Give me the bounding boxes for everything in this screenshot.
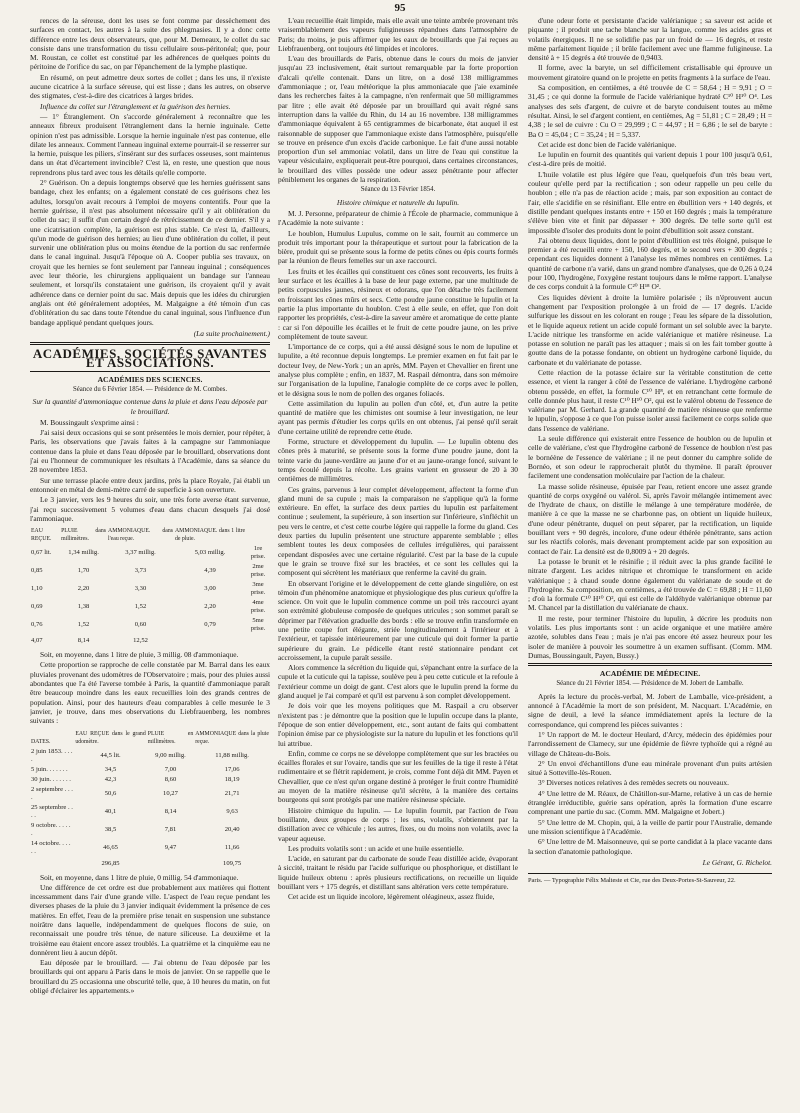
paragraph: Soit, en moyenne, dans 1 litre de pluie, 0 millig. 54 d'ammoniaque. [40, 872, 239, 882]
paragraph: 2° Guérison. On a depuis longtemps observé que les hernies guérissent sans bandage, chez les enfants; on a également constaté de ces guérisons chez les adultes, lorsqu'on avait recours à l'emploi de moyens contentifs. Pour que la hernie guérisse, il n'est pas absolument nécessaire qu'il y ait oblitération du collet du sac; il suffit d'un certain degré de rétrécissement de ce dernier. S'il y a une cicatrisation complète, la guérison est plus stable. Ce n'est là, d'ailleurs, qu'un mode de guérison des hernies; au lieu d'une oblitération du collet, il peut survenir une oblitération plus ou moins étendue de la portion du sac renfermée dans le canal inguinal. Jusqu'à l'époque où A. Cooper publia ses travaux, on croyait que les hernies se font seulement par l'anneau inguinal ; conséquences avec leur théorie, les chirurgiens appliquaient un bandage sur l'anneau seulement, et lorsqu'ils constataient une guérison, ils croyaient qu'il y avait adhérence dans ce dernier point du sac. Mais depuis que les idées du chirurgien anglais ont été généralement adoptées, M. Malgaigne a été témoin d'un cas d'oblitération du sac dans toute l'étendue du canal inguinal, sous l'influence d'un bandage appliqué pendant quelques jours. [30, 178, 270, 327]
paragraph: L'importance de ce corps, qui a été aussi désigné sous le nom de lupuline et lupulite, a été reconnue depuis longtemps. Le premier examen en fut fait par le docteur Ivey, de New-York ; un an après, MM. Payen et Chevallier en firent une analyse plus complète ; enfin, en 1837, M. Raspail démontra, dans son mémoire sur l'organisation de la lupuline, l'analogie complète de ce corps avec le pollen, et le désigna sous le nom de pollen des organes foliacés. [278, 342, 518, 398]
table-row [30, 747, 270, 765]
table-row [30, 616, 270, 634]
table-cell: 7,81 [164, 825, 177, 833]
table-row [30, 775, 270, 785]
medicine-meta: Séance du 21 Février 1854. — Présidence de M. Jobert de Lamballe. [556, 680, 744, 688]
table-cell: 9,00 millig. [155, 751, 186, 759]
paragraph: M. Boussingault s'exprime ainsi : [40, 417, 139, 427]
section-title: ACADÉMIES, SOCIÉTÉS SAVANTES ET ASSOCIATIONS. [32, 346, 268, 371]
page-number: 95 [394, 2, 406, 14]
paragraph: Cette proportion se rapproche de celle constatée par M. Barral dans les eaux pluviales provenant des udomètres de l'Observatoire ; mais, pour des pluies aussi abondantes que l'a été l'averse tombée à Paris, la quantité d'ammoniaque paraît être beaucoup moindre dans les eaux recueillies loin des grands centres de population. Ainsi, pour des hauteurs d'eau comparables à celle mesurée le 3 janvier, je trouve, dans mes observations du Liebfrauenberg, les nombres suivants : [30, 660, 270, 726]
table-cell: 8,14 [164, 807, 177, 815]
influence-section [30, 112, 270, 327]
middle-section [30, 650, 270, 725]
table-cell: 1,34 millig. [68, 549, 99, 557]
paragraph: Le lupulin en fournit des quantités qui varient depuis 1 pour 100 jusqu'à 0,61, c'est-à-dire près de moitié. [528, 150, 772, 169]
table-row [30, 839, 270, 857]
table-cell: 0,60 [134, 621, 147, 629]
academy-title: ACADÉMIES DES SCIENCES. [97, 374, 203, 384]
table-cell: 3me prise. [250, 581, 266, 597]
table-cell: 1,52 [134, 603, 147, 611]
lupulin-headline: Histoire chimique et naturelle du lupulin. [336, 197, 460, 207]
paragraph: 1° Un rapport de M. le docteur Heulard, d'Arcy, médecin des épidémies pour l'arrondissement de Clamecy, sur une épidémie de fièvre typhoïde qui a régné au village de Château-du-Bois. [528, 729, 772, 758]
paragraph: Ces liquides dévient à droite la lumière polarisée ; ils n'éprouvent aucun changement par l'exposition prolongée à un froid de — 17 degrés. L'acide sulfurique les dissout en les colorant en rouge ; l'eau les sépare de la dissolution, et le liquide aqueux retient un acide copulé formant un sel soluble avec la baryte. L'acide nitrique les transforme en acide valérianique et matière résineuse. La potasse en solution ne paraît pas les attaquer ; mais si on les fait tomber goutte à goutte dans de la potasse fondante, on obtient un hydrogène carboné liquide, du carbonate et du valérianate de potasse. [528, 292, 772, 367]
table-header: PLUIE dans millimètres. [61, 528, 107, 543]
table-cell: 0,67 lit. [31, 549, 52, 557]
table-header: EAU REÇUE dans le grand udomètre. [75, 730, 146, 745]
paragraph: Sa composition, en centièmes, a été trouvée de C = 58,64 ; H = 9,91 ; O = 31,45 ; ce qui donne la formule de l'acide valérianique hydraté C¹⁰ H¹⁰ O⁴. Les analyses des sels d'argent, de cuivre et de baryte conduisent toutes au même résultat. Ainsi, le sel d'argent contient, en centièmes, Ag = 51,81 ; C = 28,49 ; H = 4,38 ; le sel de cuivre : Cu O = 29,999 ; C = 44,97 ; H = 6,86 ; le sel de baryte : Ba O = 45,04 ; C = 35,24 ; H = 5,337. [528, 83, 772, 139]
table-total-cell: 8,14 [77, 637, 90, 645]
table-cell: 46,65 [103, 843, 118, 851]
influence-heading: Influence du collet sur l'étranglement et la guérison des hernies. [40, 101, 231, 111]
table-cell: 3,37 millig. [125, 549, 156, 557]
table-cell: 10,27 [163, 789, 178, 797]
paragraph: Cet acide est donc bien de l'acide valérianique. [538, 139, 677, 149]
paragraph: L'huile volatile est plus légère que l'eau, quelquefois d'un très beau vert, couleur qu'elle perd par la rectification ; son odeur rappelle un peu celle du houblon ; elle n'a pas de réaction acide ; mais, par son exposition au contact de l'air, elle s'acidifie en se résinifiant. Elle entre en ébullition vers + 140 degrés, et distille pendant quelques instants entre + 150 et 160 degrés ; mais la température s'élève bien vite et finit par dépasser + 300 degrés. De telle sorte qu'il est impossible d'isoler des produits dont le point d'ébullition soit assez constant. [528, 169, 772, 235]
table-row [30, 785, 270, 803]
table-header: AMMONIAQUE. dans 1 litre de pluie. [175, 528, 246, 543]
table-cell: 2me prise. [250, 563, 266, 579]
column-1 [30, 16, 270, 1106]
table-total-cell [246, 634, 270, 646]
table-cell: 25 septembre . . . . [31, 803, 73, 819]
paragraph: En résumé, on peut admettre deux sortes de collet ; dans les uns, il n'existe aucune cicatrice à la surface séreuse, qui est lisse ; dans les autres, on observe des stigmates, c'est-à-dire des cicatrices à larges brides. [30, 72, 270, 101]
table-cell: 0,85 [31, 567, 43, 575]
table-total-cell: 4,07 [31, 637, 43, 645]
table-cell: 9,63 [226, 807, 238, 815]
paragraph: 6° Une lettre de M. Maisonneuve, qui se porte candidat à la place vacante dans la section d'anatomie pathologique. [528, 837, 772, 856]
table-cell: 0,76 [31, 621, 43, 629]
liebfrauenberg-table [30, 729, 270, 869]
table-row [30, 821, 270, 839]
valerianic-section [528, 16, 772, 660]
table-row [30, 562, 270, 580]
table-row [30, 580, 270, 598]
table-total-cell: 109,75 [223, 859, 242, 867]
paragraph: Histoire chimique du lupulin. — Le lupulin fournit, par l'action de l'eau bouillante, deux groupes de corps ; les uns, volatils, s'obtiennent par la distillation avec ce véhicule ; les autres, fixes, ou du moins non volatils, avec la vapeur aqueuse. [278, 805, 518, 843]
table-header: AMMONIAQUE dans la pluie reçue. [195, 730, 269, 745]
table-row [30, 765, 270, 775]
paragraph: Forme, structure et développement du lupulin. — Le lupulin obtenu des cônes près à maturité, se présente sous la forme d'une poudre jaune, dont la teinte varie du jaune-verdâtre au jaune d'or et au jaune-orange foncé, suivant le temps écoulé depuis la récolte. Les grains varient en grosseur de 20 à 30 centièmes de millimètres. [278, 437, 518, 484]
table-cell: 42,3 [104, 775, 117, 783]
academy-meta: Séance du 6 Février 1854. — Présidence de M. Combes. [72, 385, 228, 393]
paragraph: Une différence de cet ordre est due probablement aux matières qui flottent incessamment dans l'air d'une grande ville. L'aspect de l'eau reçue pendant les diverses phases de la pluie du 3 janvier indiquait évidemment la présence de ces matières. En effet, l'eau de la première prise tenait en suspension une substance noirâtre dans laquelle, indépendamment de quelques flocons de suie, on reconnaissait une poudre très ténue, de nature siliceuse. La deuxième et la troisième eau étaient encore assez troublés. La quatrième et la cinquième eau ne donnèrent lieu à aucun dépôt. [30, 882, 270, 957]
paragraph: La potasse le brunit et le résinifie ; il réduit avec la plus grande facilité le nitrate d'argent. Les acides nitrique et chromique le transforment en acide valérianique ; à chaud soude donne également du valérianate de soude et de l'hydrogène. Sa composition, en centièmes, a été trouvée de C = 69,88 ; H = 11,60 ; d'où la formule C¹⁰ H¹⁰ O², qui est celle de l'aldéhyde valérianique obtenue par M. Chancel par la distillation du valérianate de chaux. [528, 556, 772, 613]
paragraph: L'eau des brouillards de Paris, obtenue dans le cours du mois de janvier jusqu'au 23 inclusivement, était surtout remarquable par la forte proportion d'alcali qu'elle contenait. Dans un litre, on a dosé 138 milligrammes d'ammoniaque ; or, l'eau météorique la plus ammoniacale que j'aie examinée dans les recherches faites à la campagne, n'en renfermait que 50 milligrammes par litre ; elle avait été déposée par un brouillard qui avait régné sans interruption dans la vallée du Rhin, du 14 au 16 novembre. 138 milligrammes d'ammoniaque équivalent à 65 centigrammes de bicarbonate, état auquel il est raisonnable de supposer que l'ammoniaque existe dans l'atmosphère, puisqu'elle se trouve en présence d'un excès d'acide carbonique. Le fait d'une aussi notable proportion d'un sel ammoniac volatil, dans un litre de l'eau qui constitue la vapeur vésiculaire, expliquerait peut-être pourquoi, dans certaines circonstances, le brouillard des villes possède une odeur assez pénétrante pour affecter péniblement les organes de la respiration. [278, 54, 518, 185]
paragraph: 4° Une lettre de M. Réaux, de Châtillon-sur-Marne, relative à un cas de hernie étranglée irréductible, guérie sans opération, après la formation d'une escarre comprenant une partie du sac. (Comm. MM. Malgaigne et Jobert.) [528, 788, 772, 817]
table-cell: 1,10 [31, 585, 43, 593]
paragraph: 5° Une lettre de M. Chopin, qui, à la veille de partir pour l'Australie, demande une mission scientifique à l'Académie. [528, 817, 772, 836]
paragraph: Le 3 janvier, vers les 9 heures du soir, une très forte averse étant survenue, j'ai reçu successivement 5 volumes d'eau dans chacun desquels j'ai dosé l'ammoniaque. [30, 495, 270, 523]
table-cell: 5,03 millig. [194, 549, 226, 557]
table-cell: 0,69 [31, 603, 43, 611]
table-cell: 50,6 [104, 789, 117, 797]
table-cell: 21,71 [224, 789, 240, 797]
section-divider-thin [30, 371, 270, 372]
table-cell: 5me prise. [250, 617, 266, 633]
table-cell: 3,73 [134, 567, 147, 575]
paragraph: Il me reste, pour terminer l'histoire du lupulin, à décrire les produits non volatils. Les plus importants sont : un acide organique et une matière amère azotée, solubles dans l'eau ; mais je n'ai pas encore été assez heureux pour les isoler de manière à pouvoir les soumettre à un examen suffisant. (Comm. MM. Dumas, Boussingault, Payen, Bussy.) [528, 613, 772, 660]
paragraph: Les fruits et les écailles qui constituent ces cônes sont recouverts, les fruits à leur surface et les écailles à la base de leur page externe, par une multitude de petits corpuscules jaunes, résineux et odorans, que l'on détache très facilement en froissant les cônes mûrs et secs. Cette poudre jaune constitue le lupulin et la partie la plus importante du houblon. C'est à elle seule, en effet, que l'on doit rapporter les propriétés, c'est-à-dire la saveur amère et aromatique de cette plante : car si l'on dépouille les écailles et le fruit de cette poudre jaune, on les prive complètement de toute saveur. [278, 266, 518, 341]
table-cell: 5 juin. . . . . . . [31, 765, 68, 773]
column-2 [278, 16, 518, 1106]
table-cell: 18,19 [224, 775, 240, 783]
table-cell: 9 octobre. . . . . . [31, 821, 71, 837]
table-row [30, 803, 270, 821]
table-cell: 1,70 [77, 567, 90, 575]
table-cell: 2 juin 1853. . . . . [31, 747, 73, 763]
paragraph: L'acide, en saturant par du carbonate de soude l'eau distillée acide, évaporant à siccité, traitant le résidu par l'acide sulfurique ou phosphorique, et distillant le liquide huileux obtenu : après plusieurs rectifications, on recueille un liquide bouillant vers + 175 degrés, et distillant sans altération vers cette température. [278, 854, 518, 892]
paragraph: Cet acide est un liquide incolore, légèrement oléagineux, assez fluide, [288, 892, 495, 902]
paragraph: d'une odeur forte et persistante d'acide valérianique ; sa saveur est acide et piquante ; il produit une tache blanche sur la langue, comme les acides gras et volatils énergiques. Il ne se solidifie pas par un froid de — 16 degrés, et reste même parfaitement liquide ; il brûle facilement avec une flamme fuligineuse. La densité à + 15 degrés a été trouvée de 0,9403. [528, 16, 772, 63]
paragraph: Eau déposée par le brouillard. — J'ai obtenu de l'eau déposée par les brouillards qui ont apparu à Paris dans le mois de janvier. On se rappelle que le brouillard du 25 occasionna une obscurité telle, que, à 10 heures du matin, on fut obligé d'éclairer les appartements.» [30, 958, 270, 996]
paragraph: Cette réaction de la potasse éclaire sur la véritable constitution de cette essence, et vient la ranger à côté de l'essence de valériane. L'hydrogène carboné obtenu possède, en effet, la formule C¹⁰ H⁸, et en retranchant cette formule de celle donnée plus haut, il reste C¹⁰ H¹⁰ O², qui est le valérol obtenu de l'essence de valériane par M. Gerhard. La grande quantité de matière résineuse que renferme le lupulin, s'oppose à ce que l'on puisse isoler aussi facilement ce corps solide que dans l'essence de valériane. [528, 367, 772, 433]
end-section [30, 873, 270, 996]
table-total-cell: 12,52 [133, 637, 148, 645]
table-cell: 2,20 [204, 603, 216, 611]
gerant-signature: Le Gérant, G. Richelot. [702, 857, 772, 867]
column-3 [528, 16, 772, 1106]
table-cell: 44,5 lit. [100, 751, 121, 759]
paragraph: J'ai obtenu deux liquides, dont le point d'ébullition est très éloigné, puisque le premier a été recueilli entre + 150, 160 degrés, et le second vers + 300 degrés ; cependant ces liquides donnent à l'analyse les mêmes nombres en centièmes. La quantité de carbone n'a varié, dans un grand nombre d'analyses, que de 0,26 à 0,24 pour 100, l'hydrogène, l'oxygène restant toujours dans le même rapport. L'analyse de ces corps conduit à la formule C²⁰ H¹⁸ O². [528, 235, 772, 292]
table-cell: 34,5 [104, 765, 117, 773]
table-header: PLUIE en millimètres. [147, 730, 194, 745]
paragraph: 3° Diverses notices relatives à des remèdes secrets ou nouveaux. [538, 778, 729, 788]
table-header: EAU REÇUE. [31, 528, 52, 543]
paragraph: — 1° Étranglement. On s'accorde généralement à reconnaître que les anneaux fibreux produisent l'étranglement dans la hernie inguinale. Cette opinion n'est pas admissible. Lorsque la hernie inguinale n'est pas contenue, elle dilate les anneaux. Comment l'anneau inguinal externe pourrait-il se resserrer sur la hernie, puisque les piliers, s'insérant sur des surfaces osseuses, sont maintenus dans un état d'écartement invincible? C'est là, en reste, une question que nous reprendrons plus tard avec tous les détails qu'elle comporte. [30, 111, 270, 177]
ammonia-headline: Sur la quantité d'ammoniaque contenue dans la pluie et dans l'eau déposée par le brouillard. [32, 397, 268, 416]
table-cell: 3,30 [134, 585, 147, 593]
table-cell: 4me prise. [250, 599, 266, 615]
table-cell: 38,5 [104, 825, 117, 833]
section-divider [30, 342, 270, 345]
table-header [246, 526, 270, 544]
section-divider [528, 663, 772, 666]
table-row [30, 544, 270, 562]
paragraph: Alors commence la sécrétion du liquide qui, s'épanchant entre la surface de la cupule et la cuticule qui la tapisse, soulève peu à peu cette cuticule et la refoule à l'extérieur comme un doigt de gant. C'est alors que le lupulin prend la forme du gland auquel je l'ai comparé et qu'il est parvenu à son complet développement. [278, 663, 518, 701]
rain-ammonia-table [30, 526, 270, 646]
table-row [30, 598, 270, 616]
table-cell: 7,00 [164, 765, 177, 773]
table-cell: 1,52 [77, 621, 90, 629]
table-total-cell: 296,85 [101, 859, 120, 867]
suite-note: (La suite prochainement.) [193, 328, 270, 338]
paragraph: M. J. Personne, préparateur de chimie à l'École de pharmacie, communique à l'Académie la note suivante : [278, 208, 518, 228]
paragraph: Il forme, avec la baryte, un sel difficilement cristallisable qui éprouve un mouvement giratoire quand on le projette en petits fragments à la surface de l'eau. [528, 63, 772, 82]
paragraph: Après la lecture du procès-verbal, M. Jobert de Lamballe, vice-président, a annoncé à l'Académie la mort de son président, M. Nacquart. L'Académie, en signe de deuil, a levé la séance immédiatement après la lecture de la correspondance, qui comprend les pièces suivantes : [528, 691, 772, 729]
paragraph: Sur une terrasse placée entre deux jardins, près la place Royale, j'ai établi un entonnoir en métal de demi-mètre carré de superficie à son ouverture. [30, 475, 270, 494]
paragraph: Enfin, comme ce corps ne se développe complètement que sur les bractées ou écailles florales et sur l'ovaire, tandis que sur les feuilles de la tige il reste à l'état rudimentaire et se flétrit rapidement, je crois, comme l'ont déjà dit MM. Payen et Chevallier, que ce n'est qu'un organe destiné à protéger le fruit contre l'humidité au moyen de la matière résineuse qu'il sécrète, à la manière des certains bourgeons qui sont protégés par une matière résineuse spéciale. [278, 748, 518, 805]
ammonia-section [30, 418, 270, 523]
fog-section [278, 16, 518, 184]
table-cell: 11,88 millig. [215, 751, 249, 759]
table-cell: 9,47 [164, 843, 177, 851]
intro-section [30, 16, 270, 101]
medicine-section [528, 692, 772, 856]
paragraph: Je dois voir que les moyens politiques que M. Raspail a cru observer n'existent pas : je démontre que la position que le lupulin occupe dans la plante, l'époque de son entier développement, etc., sont autant de faits qui combattent l'opinion émise par ce physiologiste sur la nature du lupulin et les fonctions qu'il lui attribue. [278, 701, 518, 748]
paragraph: Soit, en moyenne, dans 1 litre de pluie, 3 millig. 08 d'ammoniaque. [40, 650, 239, 660]
table-total-cell [30, 857, 74, 869]
table-header: AMMONIAQUE. dans l'eau reçue. [108, 528, 173, 543]
table-cell: 2,20 [77, 585, 90, 593]
paragraph: La seule différence qui existerait entre l'essence de houblon ou de lupulin et celle de valériane, c'est que l'hydrogène carboné de l'essence de houblon n'est pas le bornéène de l'essence de valériane ; il ne peut donner du camphre solide de Bornéo, et son odeur le rapprocherait plutôt du thymène. Il paraît éprouver facilement une condensation moléculaire par l'action de la chaleur. [528, 434, 772, 481]
table-cell: 11,66 [224, 843, 240, 851]
paragraph: J'ai saisi deux occasions qui se sont présentées le mois dernier, pour répéter, à Paris, les observations que j'avais faites à la campagne sur l'ammoniaque contenue dans la pluie et dans l'eau déposée par le brouillard, observations dont j'ai eu l'honneur de communiquer les résultats à l'Académie, dans sa séance du 28 novembre 1853. [30, 428, 270, 475]
table-cell: 3,00 [204, 585, 216, 593]
table-cell: 14 octobre. . . . . . [31, 839, 71, 855]
printer-line: Paris. — Typographie Félix Malteste et Cie, rue des Deux-Portes-St-Sauveur, 22. [528, 877, 736, 885]
table-cell: 1re prise. [250, 545, 266, 561]
table-total-row [30, 634, 270, 646]
paragraph: Le houblon, Humulus Lupulus, comme on le sait, fournit au commerce un produit très important pour la thérapeutique et surtout pour la fabrication de la bière, produit qui se présente sous la forme de petits cônes ou épis courts formés par la réunion de fleurs femelles sur un axe raccourci. [278, 228, 518, 266]
table-total-cell [174, 634, 246, 646]
lupulin-section [278, 209, 518, 902]
table-cell: 20,40 [224, 825, 240, 833]
paragraph: Ces grains, parvenus à leur complet développement, affectent la forme d'un gland muni de sa cupule ; mais la comparaison ne s'applique qu'à la forme extérieure. En effet, la surface des deux parties du lupulin est parfaitement continue ; seulement, la supérieure, à son insertion sur l'inférieure, s'infléchit un peu vers le centre, et c'est cette courbe légère qui rappelle la forme du gland. Ces deux parties du lupulin présentent une structure apparente semblable ; elles semblent toutes les deux composées de cellules irrégulières, qui paraissent cependant disposées avec une certaine régularité. C'est par la base de la cupule que le grain se trouve fixé sur les bractées, et ce sont les cellules qui la composent qui sécrètent les matériaux que renferme la cavité du grain. [278, 484, 518, 578]
table-cell: 30 juin. . . . . . . [31, 775, 71, 783]
table-cell: 8,60 [164, 775, 177, 783]
paragraph: rences de la séreuse, dont les uses se font comme par dessèchement des surfaces en contact, les autres à la suite des phlegmasies. Il y a donc cette différence entre les deux observateurs, que, pour M. Demeaux, le collet du sac consiste dans une transformation du tissu cellulaire sous-péritonéal; que, pour M. Roustan, ce collet est constitué par les adhérences de quelques points du péritoine de l'orifice du sac, on par l'épanchement de la lymphe plastique. [30, 16, 270, 72]
medicine-title: ACADÉMIE DE MÉDECINE. [599, 669, 701, 679]
table-cell: 2 septembre . . . . [31, 785, 73, 801]
table-cell: 0,79 [204, 621, 216, 629]
paragraph: Les produits volatils sont : un acide et une huile essentielle. [288, 843, 464, 853]
footer-divider [528, 873, 772, 874]
meeting-meta: Séance du 13 Février 1854. [360, 186, 436, 194]
paragraph: L'eau recueillie était limpide, mais elle avait une teinte ambrée provenant très vraisemblablement des vapeurs fuligineuses répandues dans l'atmosphère de Paris; du moins, je puis affirmer que les eaux de brouillards que j'ai reçues au Liebfrauenberg, ont toujours été limpides et incolores. [278, 16, 518, 53]
table-header: DATES. [31, 738, 51, 745]
paragraph: En observant l'origine et le développement de cette glande singulière, on est témoin d'un phénomène anatomique et physiologique des plus curieux qu'offre la science. On voit que le lupulin commence comme un poil très raccourci ayant son extrémité globuleuse composée de quelques utricules ; son sommet paraît se déprimer par l'élévation graduelle des bords : elle se trouve enfin transformée en une petite coupe fort élégante, striée longitudinalement à l'intérieur et à l'extérieur, et tapissée intérieurement par une cuticule qui doit former la partie supérieure du grain. Le pédicelle étant resté stationnaire pendant cet accroissement, la cupule paraît sessile. [278, 578, 518, 662]
table-cell: 1,38 [77, 603, 90, 611]
table-cell: 40,1 [104, 807, 117, 815]
table-total-cell [147, 857, 194, 869]
table-cell: 4,39 [204, 567, 216, 575]
table-cell: 17,06 [224, 765, 240, 773]
paragraph: Cette assimilation du lupulin au pollen d'un côté, et, d'un autre la petite quantité de matière que les chimistes ont soumise à leur investigation, ne leur ayant pas permis d'étudier les corps qu'ils en ont obtenus, j'ai pensé qu'il serait d'une certaine utilité de reprendre cette étude. [278, 398, 518, 436]
paragraph: La masse solide résineuse, épuisée par l'eau, retient encore une assez grande quantité de corps oxygéné ou valérol. Si, après l'avoir mélangée intimement avec de l'hydrate de chaux, on distille le mélange à une température modérée, de manière à ce que la masse ne se charbonne pas, on obtient un liquide huileux, d'une odeur pénétrante, duquel on peut séparer, par la rectification, un liquide bouillant vers + 90 degrés, incolore, d'une odeur éthérée pénétrante, sans action sur les réactifs colorés, mais devenant promptement acide par son exposition au contact de l'air. La densité est de 0,8009 à + 20 degrés. [528, 481, 772, 556]
paragraph: 2° Un envoi d'échantillons d'une eau minérale provenant d'un puits artésien situé à Sotteville-lès-Rouen. [528, 758, 772, 778]
table-total-row [30, 857, 270, 869]
